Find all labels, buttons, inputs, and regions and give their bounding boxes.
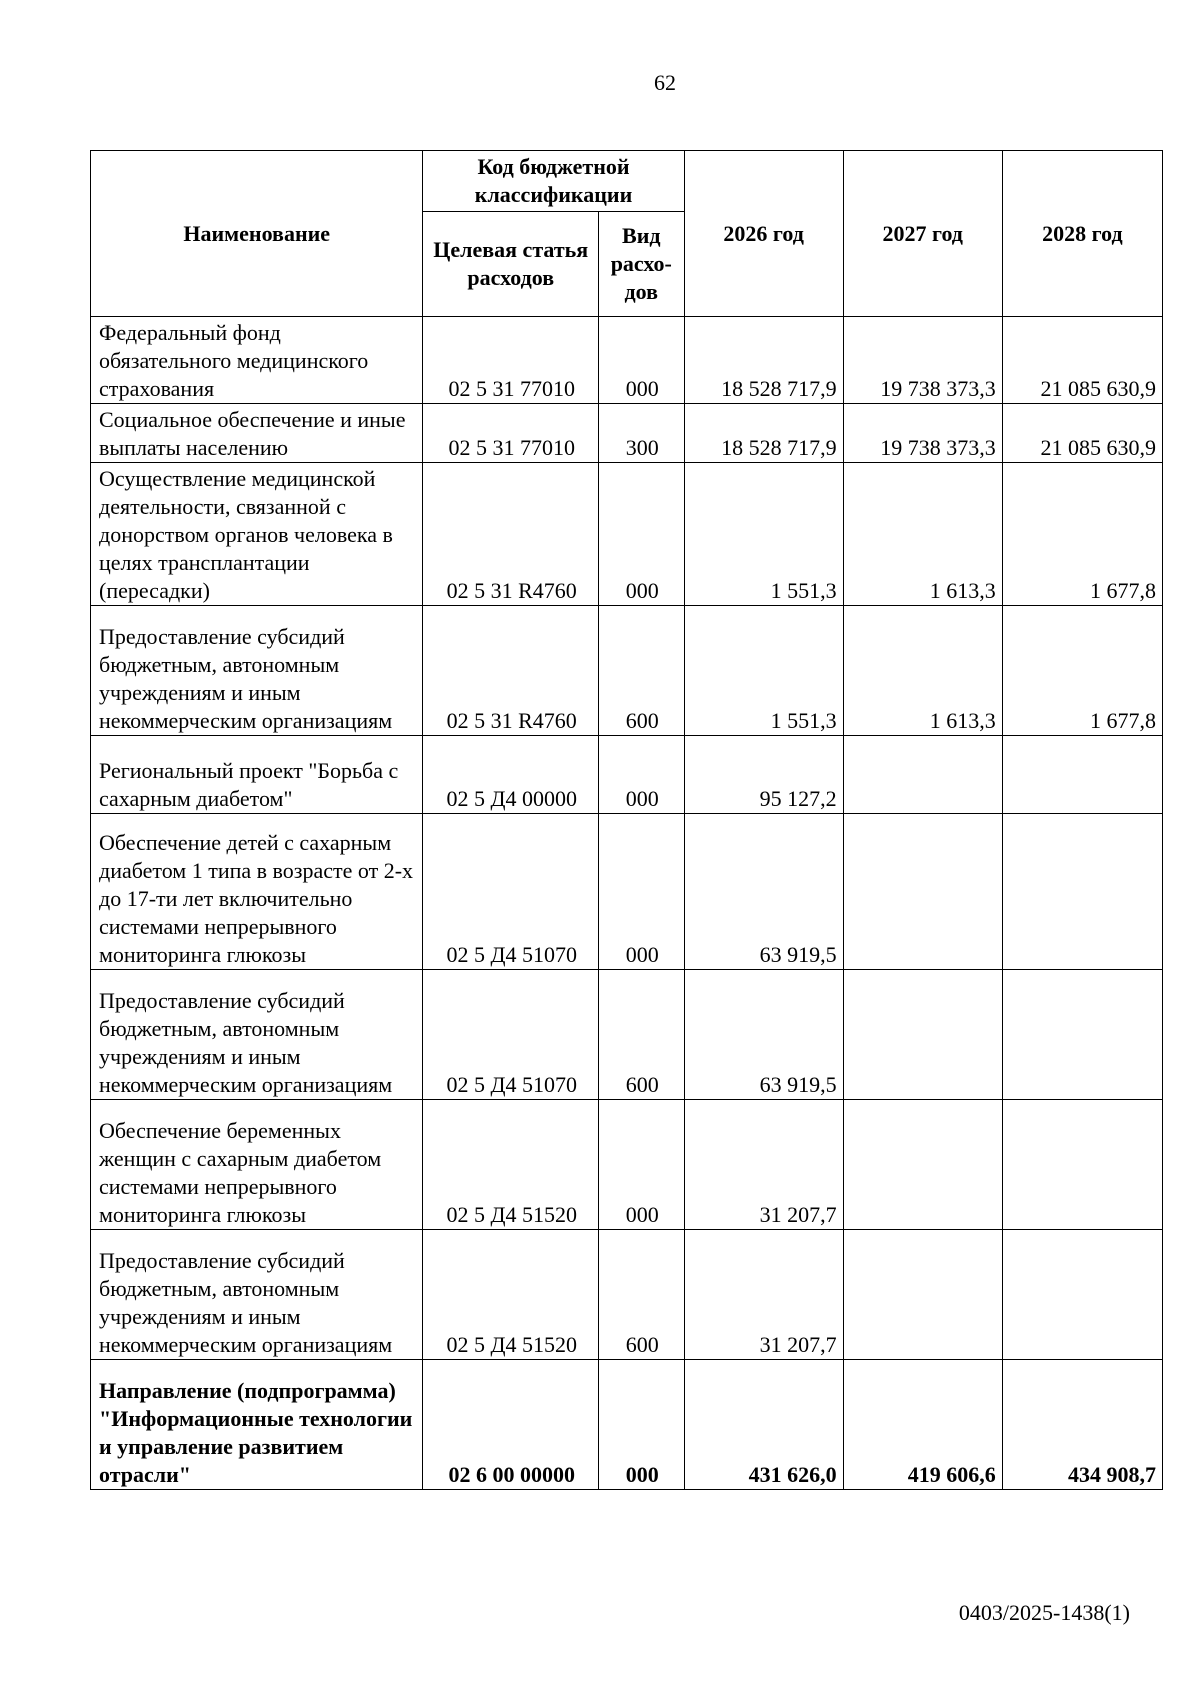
row-2026-cell: 63 919,5: [684, 814, 843, 970]
page-number: 62: [654, 70, 676, 95]
header-2026: 2026 год: [684, 151, 843, 317]
row-2028-cell: 1 677,8: [1002, 606, 1162, 736]
document-number: 0403/2025-1438(1): [958, 1600, 1130, 1625]
row-2027-cell: [843, 970, 1002, 1100]
row-code-cell: 02 5 Д4 51520: [423, 1100, 599, 1230]
table-row: [91, 1230, 1163, 1360]
table-row: [91, 970, 1163, 1100]
row-2028-cell: [1002, 1230, 1162, 1360]
row-expense-type-cell: 000: [599, 317, 685, 404]
row-name-cell: Федеральный фонд обязательного медицинского страхования: [91, 317, 423, 404]
row-name-cell: Обеспечение детей с сахарным диабетом 1 типа в возрасте от 2-х до 17-ти лет включительно системами непрерывного мониторинга глюкозы: [91, 814, 423, 970]
row-name-cell: Обеспечение беременных женщин с сахарным диабетом системами непрерывного мониторинга глюкозы: [91, 1100, 423, 1230]
header-name: Наименование: [91, 151, 423, 317]
header-2028: 2028 год: [1002, 151, 1162, 317]
row-2026-cell: 31 207,7: [684, 1100, 843, 1230]
row-expense-type-cell: 000: [599, 736, 685, 814]
row-code-cell: 02 5 31 77010: [423, 317, 599, 404]
row-2026-cell: 18 528 717,9: [684, 317, 843, 404]
row-2027-cell: [843, 736, 1002, 814]
row-2027-cell: 19 738 373,3: [843, 317, 1002, 404]
row-code-cell: 02 6 00 00000: [423, 1360, 599, 1490]
row-2026-cell: 31 207,7: [684, 1230, 843, 1360]
table-row: [91, 814, 1163, 970]
row-code-cell: 02 5 31 77010: [423, 404, 599, 463]
row-2028-cell: 21 085 630,9: [1002, 317, 1162, 404]
row-name-cell: Региональный проект "Борьба с сахарным диабетом": [91, 736, 423, 814]
row-expense-type-cell: 600: [599, 1230, 685, 1360]
row-code-cell: 02 5 Д4 51070: [423, 970, 599, 1100]
row-name-cell: Предоставление субсидий бюджетным, автономным учреждениям и иным некоммерческим организациям: [91, 970, 423, 1100]
table-row: [91, 317, 1163, 404]
row-expense-type-cell: 300: [599, 404, 685, 463]
row-code-cell: 02 5 Д4 51070: [423, 814, 599, 970]
table-row: [91, 1360, 1163, 1490]
row-2027-cell: [843, 1100, 1002, 1230]
row-2028-cell: 21 085 630,9: [1002, 404, 1162, 463]
header-expense-type: Вид расхо-дов: [599, 212, 685, 317]
table-row: [91, 463, 1163, 606]
row-expense-type-cell: 600: [599, 606, 685, 736]
row-expense-type-cell: 600: [599, 970, 685, 1100]
row-expense-type-cell: 000: [599, 1100, 685, 1230]
row-2026-cell: 431 626,0: [684, 1360, 843, 1490]
row-2026-cell: 1 551,3: [684, 606, 843, 736]
row-2028-cell: [1002, 814, 1162, 970]
row-expense-type-cell: 000: [599, 1360, 685, 1490]
row-2027-cell: 419 606,6: [843, 1360, 1002, 1490]
row-2028-cell: [1002, 970, 1162, 1100]
header-code-group: Код бюджетной классификации: [423, 151, 684, 212]
row-name-cell: Осуществление медицинской деятельности, связанной с донорством органов человека в целях трансплантации (пересадки): [91, 463, 423, 606]
table-row: [91, 1100, 1163, 1230]
table-row: [91, 606, 1163, 736]
row-name-cell: Направление (подпрограмма) "Информационные технологии и управление развитием отрасли": [91, 1360, 423, 1490]
budget-table: [90, 150, 1163, 1490]
table-row: [91, 736, 1163, 814]
row-2027-cell: 1 613,3: [843, 463, 1002, 606]
header-2027: 2027 год: [843, 151, 1002, 317]
table-body: [91, 317, 1163, 1490]
header-target-article: Целевая статья расходов: [423, 212, 599, 317]
row-2027-cell: [843, 1230, 1002, 1360]
row-2026-cell: 95 127,2: [684, 736, 843, 814]
row-2027-cell: 19 738 373,3: [843, 404, 1002, 463]
row-code-cell: 02 5 Д4 00000: [423, 736, 599, 814]
row-name-cell: Социальное обеспечение и иные выплаты населению: [91, 404, 423, 463]
row-2028-cell: 434 908,7: [1002, 1360, 1162, 1490]
row-2026-cell: 63 919,5: [684, 970, 843, 1100]
row-2028-cell: 1 677,8: [1002, 463, 1162, 606]
row-expense-type-cell: 000: [599, 814, 685, 970]
table-row: [91, 404, 1163, 463]
row-name-cell: Предоставление субсидий бюджетным, автономным учреждениям и иным некоммерческим организациям: [91, 606, 423, 736]
row-2027-cell: 1 613,3: [843, 606, 1002, 736]
row-expense-type-cell: 000: [599, 463, 685, 606]
row-code-cell: 02 5 Д4 51520: [423, 1230, 599, 1360]
row-code-cell: 02 5 31 R4760: [423, 463, 599, 606]
row-2028-cell: [1002, 1100, 1162, 1230]
row-2027-cell: [843, 814, 1002, 970]
row-name-cell: Предоставление субсидий бюджетным, автономным учреждениям и иным некоммерческим организациям: [91, 1230, 423, 1360]
row-2026-cell: 1 551,3: [684, 463, 843, 606]
row-code-cell: 02 5 31 R4760: [423, 606, 599, 736]
row-2026-cell: 18 528 717,9: [684, 404, 843, 463]
row-2028-cell: [1002, 736, 1162, 814]
